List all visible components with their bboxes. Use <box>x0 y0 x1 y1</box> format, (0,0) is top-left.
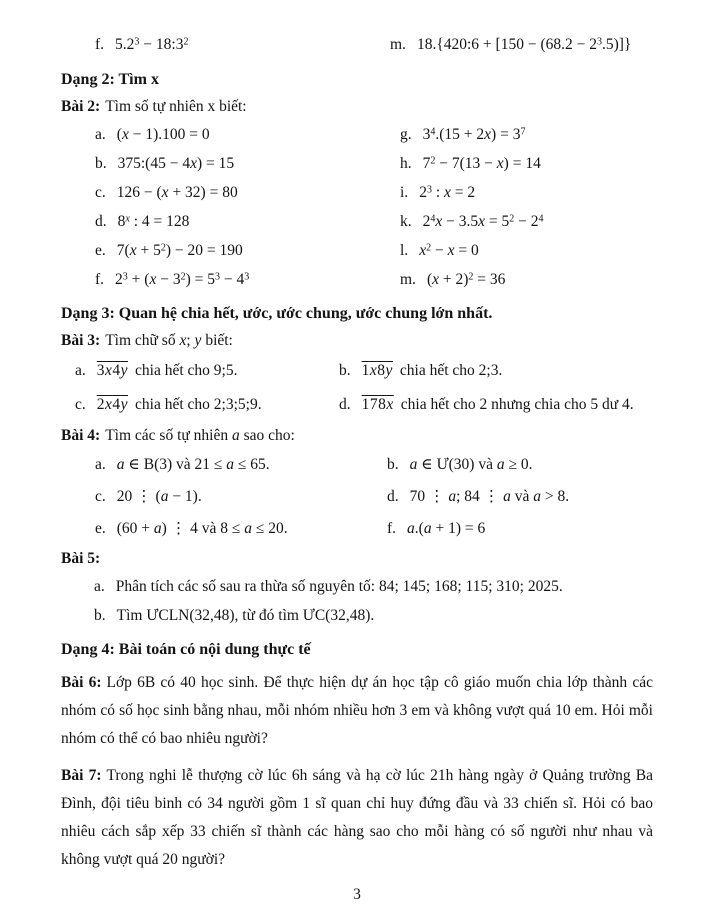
exercise-item <box>61 207 400 236</box>
exercise-item <box>400 236 653 265</box>
exercise-pair <box>61 178 653 207</box>
section-heading-dang2: Dạng 2: Tìm x <box>61 71 159 88</box>
math-expression: 375:(45 − 4x) = 15 <box>117 155 235 172</box>
exercise-item <box>61 388 339 422</box>
exercise-item <box>400 207 653 236</box>
item-label: d. <box>339 396 351 413</box>
problem-label: Bài 6: <box>61 674 102 691</box>
math-expression: a ∈ Ư(30) và a ≥ 0. <box>409 456 533 473</box>
item-label: a. <box>95 126 106 143</box>
lead-text: Tìm các số tự nhiên a sao cho: <box>105 427 295 444</box>
item-label: b. <box>339 362 351 379</box>
exercise-item <box>387 513 653 545</box>
list-item <box>61 572 653 601</box>
exercise-item <box>61 149 400 178</box>
exercise-pair <box>61 388 653 422</box>
math-expression: 70 ⋮ a; 84 ⋮ a và a > 8. <box>409 488 570 505</box>
item-text: Phân tích các số sau ra thừa số nguyên tố: 84; 145; 168; 115; 310; 2025. <box>115 578 563 595</box>
bai4-exercise-list <box>61 449 653 545</box>
exercise-item <box>61 481 387 513</box>
math-expression: $x^2 - x = 0$ <box>419 242 479 259</box>
math-expression: (60 + a) ⋮ 4 và 8 ≤ a ≤ 20. <box>116 520 288 537</box>
item-label: b. <box>387 456 399 473</box>
lead-text: Tìm chữ số x; y biết: <box>105 332 233 349</box>
list-item <box>61 601 653 630</box>
problem-paragraph-bai6 <box>61 669 653 753</box>
exercise-item <box>390 30 653 60</box>
item-label: b. <box>95 155 107 172</box>
problem-label-bai5 <box>61 545 653 572</box>
overline-number: 3x4y <box>96 362 129 379</box>
math-expression: 20 ⋮ (a − 1). <box>116 488 202 505</box>
intro-exercise-row <box>61 30 653 60</box>
exercise-item <box>61 178 400 207</box>
item-label: b. <box>94 607 106 624</box>
math-expression: $3^4.(15 + 2x) = 3^7$ <box>422 126 526 143</box>
exercise-pair <box>61 265 653 294</box>
exercise-item <box>400 178 653 207</box>
bai5-item-list <box>61 572 653 630</box>
exercise-pair <box>61 120 653 149</box>
item-label: f. <box>95 36 105 53</box>
item-text: chia hết cho 2;3. <box>399 362 503 379</box>
item-label: a. <box>75 362 86 379</box>
exercise-pair <box>61 30 653 60</box>
exercise-item <box>400 120 653 149</box>
problem-label: Bài 7: <box>61 767 102 784</box>
exercise-item <box>387 481 653 513</box>
item-label: e. <box>95 242 106 259</box>
item-label: m. <box>390 36 406 53</box>
math-expression: a ∈ B(3) và 21 ≤ a ≤ 65. <box>116 456 270 473</box>
problem-label: Bài 4: <box>61 427 101 444</box>
item-label: m. <box>400 271 416 288</box>
bai3-exercise-list <box>61 354 653 422</box>
math-expression: 8$^x$ : 4 = 128 <box>117 213 190 230</box>
exercise-item <box>400 265 653 294</box>
math-expression: 126 − (x + 32) = 80 <box>116 184 238 201</box>
problem-lead-bai3 <box>61 327 653 354</box>
math-expression: $7(x + 5^2) - 20 = 190$ <box>116 242 243 259</box>
item-label: i. <box>400 184 409 201</box>
item-label: h. <box>400 155 412 172</box>
item-label: d. <box>387 488 399 505</box>
exercise-item <box>339 388 653 422</box>
exercise-pair <box>61 236 653 265</box>
item-label: e. <box>95 520 106 537</box>
item-label: a. <box>95 456 106 473</box>
exercise-item <box>61 513 387 545</box>
exercise-item <box>339 354 653 388</box>
section-heading-dang3: Dạng 3: Quan hệ chia hết, ước, ước chung, ước chung lớn nhất. <box>61 305 493 322</box>
problem-lead-bai4 <box>61 422 653 449</box>
problem-label: Bài 2: <box>61 98 101 115</box>
math-expression: 18.{420:6 + $[150 - (68.2 - 2^3.5)]$} <box>416 36 632 53</box>
math-expression: $2^3 + (x - 3^2) = 5^3 - 4^3$ <box>115 271 250 288</box>
math-expression: $2^3$ : x = 2 <box>419 184 476 201</box>
exercise-pair <box>61 149 653 178</box>
section-heading-dang4: Dạng 4: Bài toán có nội dung thực tế <box>61 641 311 658</box>
item-label: c. <box>75 396 86 413</box>
exercise-item <box>61 449 387 481</box>
item-label: a. <box>94 578 105 595</box>
exercise-pair <box>61 481 653 513</box>
overline-number: 2x4y <box>96 396 129 413</box>
problem-label: Bài 5: <box>61 550 101 567</box>
math-expression: a.(a + 1) = 6 <box>407 520 486 537</box>
problem-paragraph-bai7 <box>61 762 653 874</box>
overline-number: 178x <box>361 396 394 413</box>
item-text: chia hết cho 9;5. <box>135 362 238 379</box>
page-number: 3 <box>353 886 361 903</box>
paragraph-text: Lớp 6B có 40 học sinh. Để thực hiện dự án học tập cô giáo muốn chia lớp thành các nhóm có số học sinh bằng nhau, mỗi nhóm nhiều hơn 3 em và không vượt quá 10 em. Hỏi mỗi nhóm có thể có bao nhiêu người? <box>61 674 653 747</box>
exercise-pair <box>61 354 653 388</box>
item-text: chia hết cho 2 nhưng chia cho 5 dư 4. <box>400 396 634 413</box>
overline-number: 1x8y <box>361 362 393 379</box>
problem-lead-bai2 <box>61 93 653 120</box>
exercise-pair <box>61 513 653 545</box>
item-text: chia hết cho 2;3;5;9. <box>135 396 262 413</box>
exercise-item <box>400 149 653 178</box>
exercise-item <box>61 120 400 149</box>
bai2-exercise-list <box>61 120 653 294</box>
item-label: f. <box>387 520 397 537</box>
item-label: d. <box>95 213 107 230</box>
item-label: g. <box>400 126 412 143</box>
problem-label: Bài 3: <box>61 332 101 349</box>
lead-text: Tìm số tự nhiên x biết: <box>105 98 247 115</box>
math-expression: $(x + 2)^2 = 36$ <box>426 271 506 288</box>
math-expression: $2^4x - 3.5x = 5^2 - 2^4$ <box>422 213 544 230</box>
item-label: c. <box>95 488 106 505</box>
exercise-pair <box>61 449 653 481</box>
exercise-item <box>61 265 400 294</box>
exercise-pair <box>61 207 653 236</box>
item-label: f. <box>95 271 105 288</box>
item-text: Tìm ƯCLN(32,48), từ đó tìm ƯC(32,48). <box>116 607 375 624</box>
exercise-item <box>61 354 339 388</box>
math-expression: $5.2^3$ − $18:3^2$ <box>115 36 189 53</box>
exercise-item <box>61 236 400 265</box>
item-label: k. <box>400 213 412 230</box>
item-label: c. <box>95 184 106 201</box>
paragraph-text: Trong nghi lễ thượng cờ lúc 6h sáng và hạ cờ lúc 21h hàng ngày ở Quảng trường Ba Đình, đội tiêu binh có 34 người gồm 1 sĩ quan chỉ huy đứng đầu và 33 chiến sĩ. Hỏi có bao nhiêu cách sắp xếp 33 chiến sĩ thành các hàng sao cho mỗi hàng có số người như nhau và không vượt quá 20 người? <box>61 767 653 868</box>
math-expression: (x − 1).100 = 0 <box>116 126 210 143</box>
exercise-item <box>387 449 653 481</box>
math-expression: $7^2 - 7(13 - x) = 14$ <box>422 155 541 172</box>
item-label: l. <box>400 242 409 259</box>
exercise-item <box>61 30 390 60</box>
